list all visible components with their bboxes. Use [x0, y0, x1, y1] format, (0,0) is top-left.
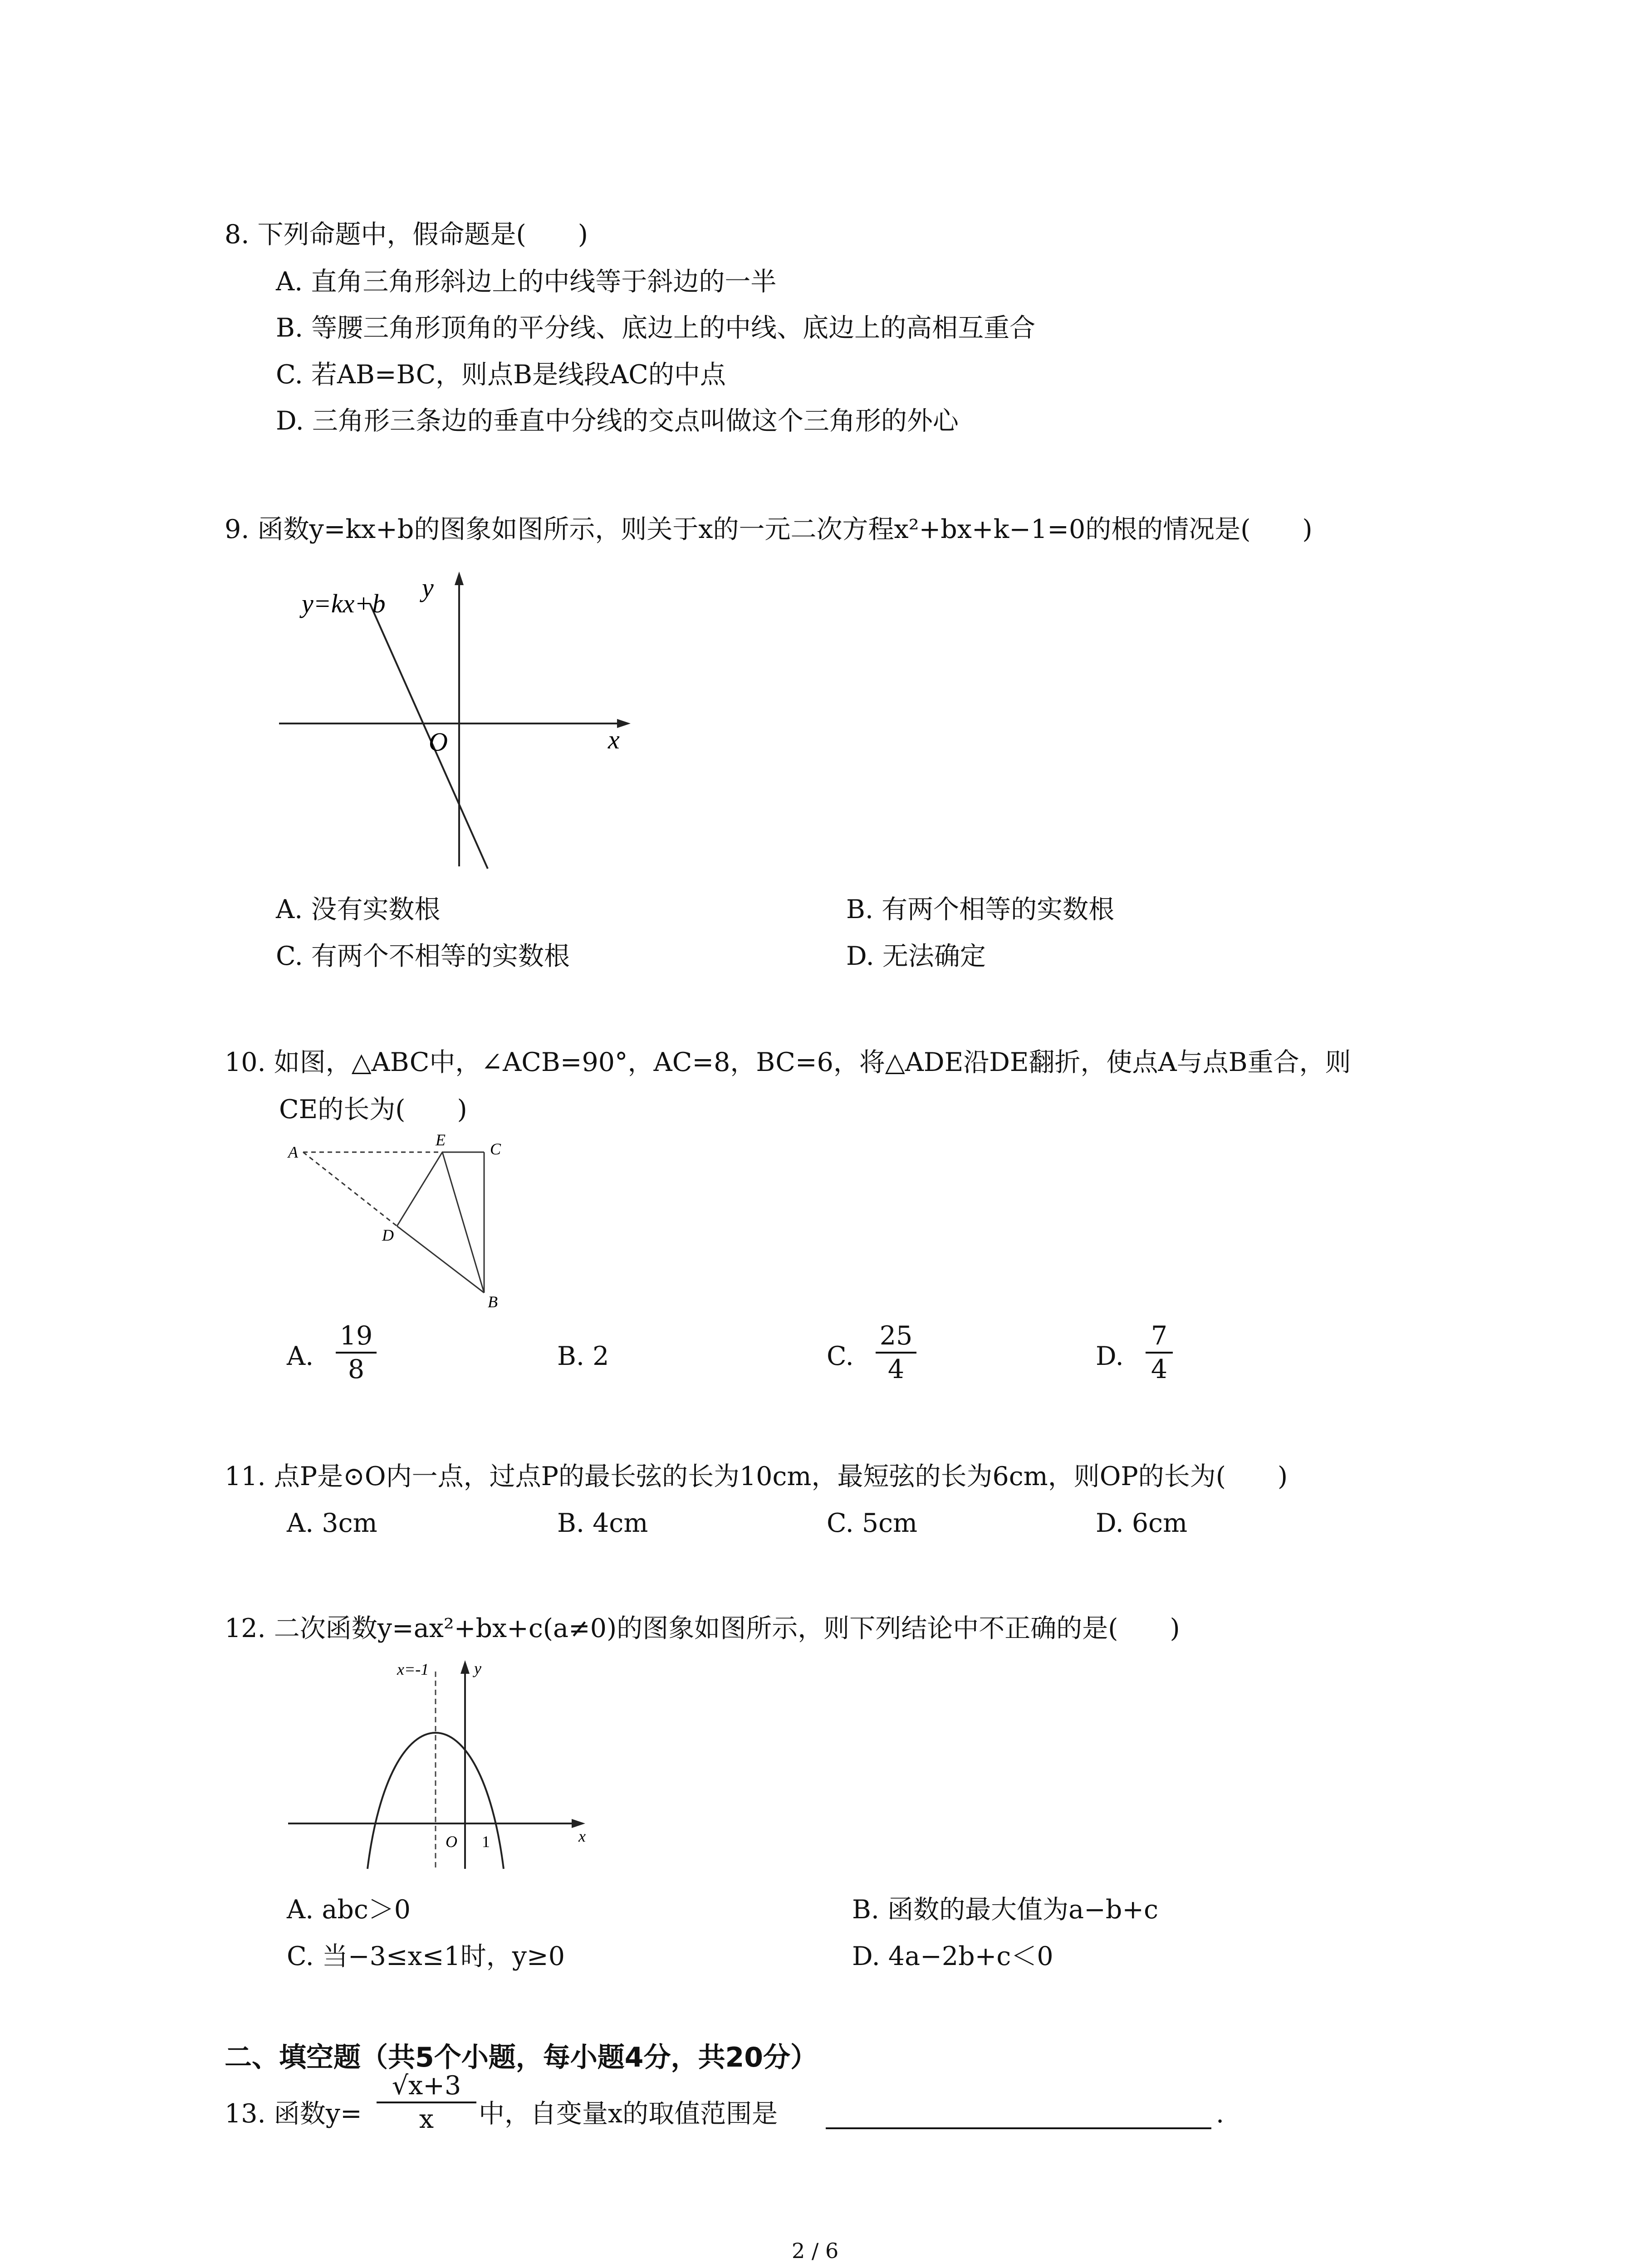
q10-option-c-label: C. — [827, 1341, 854, 1371]
q8-option-a: A. 直角三角形斜边上的中线等于斜边的一半 — [276, 267, 777, 297]
q12-x-label: x — [578, 1827, 586, 1845]
q10-option-a-label: A. — [287, 1341, 314, 1371]
q10-label-e: E — [436, 1134, 446, 1149]
q8-option-d: D. 三角形三条边的垂直中分线的交点叫做这个三角形的外心 — [276, 406, 959, 436]
q10-figure — [281, 1134, 535, 1325]
q9-x-label: x — [608, 725, 620, 754]
q12-y-label: y — [474, 1659, 481, 1677]
q9-stem: 9. 函数y=kx+b的图象如图所示，则关于x的一元二次方程x²+bx+k−1=0的根的情况是( ) — [225, 514, 1313, 544]
q9-y-arrow — [455, 572, 464, 585]
q10-stem-line1: 10. 如图，△ABC中，∠ACB=90°，AC=8，BC=6，将△ADE沿DE翻折，使点A与点B重合，则 — [225, 1047, 1351, 1077]
q10-edge-de — [397, 1152, 442, 1226]
q10-option-c-denominator: 4 — [887, 1354, 905, 1384]
q10-option-c-numerator: 25 — [879, 1321, 913, 1351]
q10-edge-db — [397, 1226, 484, 1293]
q10-option-d-denominator: 4 — [1151, 1354, 1168, 1384]
q9-line-label: y=kx+b — [302, 589, 386, 618]
q12-option-b: B. 函数的最大值为a−b+c — [852, 1895, 1159, 1925]
q9-option-b: B. 有两个相等的实数根 — [846, 894, 1115, 924]
q10-option-b: B. 2 — [557, 1341, 609, 1371]
q8-option-c: C. 若AB=BC，则点B是线段AC的中点 — [276, 360, 726, 390]
q11-option-c: C. 5cm — [827, 1508, 918, 1538]
page-number: 2 / 6 — [792, 2239, 839, 2263]
q13-numerator: √x+3 — [392, 2071, 461, 2101]
q13-suffix: 中，自变量x的取值范围是 — [479, 2099, 778, 2129]
q12-stem: 12. 二次函数y=ax²+bx+c(a≠0)的图象如图所示，则下列结论中不正确的是( ) — [225, 1613, 1180, 1643]
q12-option-d: D. 4a−2b+c＜0 — [852, 1941, 1053, 1971]
q10-option-d-numerator: 7 — [1151, 1321, 1168, 1351]
q10-edge-ad-dashed — [303, 1152, 397, 1226]
section-2-title: 二、填空题（共5个小题，每小题4分，共20分） — [225, 2042, 818, 2073]
q12-option-c: C. 当−3≤x≤1时，y≥0 — [287, 1941, 565, 1971]
q9-origin-label: O — [429, 727, 448, 757]
q13-answer-blank[interactable] — [826, 2127, 1211, 2129]
q10-option-a-fraction — [336, 1321, 377, 1384]
q9-figure — [272, 567, 635, 885]
q9-y-label: y — [422, 573, 434, 602]
q10-option-d-label: D. — [1096, 1341, 1124, 1371]
q8-stem: 8. 下列命题中，假命题是( ) — [225, 220, 588, 249]
q13-end-period: . — [1216, 2099, 1225, 2129]
q12-origin-label: O — [446, 1833, 457, 1851]
q10-option-a-numerator: 19 — [339, 1321, 373, 1351]
q8-option-b: B. 等腰三角形顶角的平分线、底边上的中线、底边上的高相互重合 — [276, 313, 1036, 343]
q13-denominator: x — [419, 2104, 434, 2134]
q10-option-a-denominator: 8 — [348, 1354, 365, 1384]
q10-label-d: D — [382, 1226, 394, 1244]
q11-option-d: D. 6cm — [1096, 1508, 1188, 1538]
q10-label-b: B — [488, 1293, 498, 1311]
q10-label-a: A — [288, 1143, 298, 1161]
q9-option-d: D. 无法确定 — [846, 941, 986, 971]
q10-label-c: C — [490, 1140, 501, 1158]
q12-y-arrow — [460, 1660, 470, 1674]
q11-stem: 11. 点P是⊙O内一点，过点P的最长弦的长为10cm，最短弦的长为6cm，则OP的长为( ) — [225, 1461, 1288, 1491]
q12-symmetry-label: x=-1 — [397, 1660, 429, 1678]
q9-option-a: A. 没有实数根 — [276, 894, 441, 924]
q9-option-c: C. 有两个不相等的实数根 — [276, 941, 570, 971]
q13-fraction — [377, 2071, 476, 2134]
q11-option-a: A. 3cm — [287, 1508, 377, 1538]
q10-option-d-fraction — [1146, 1321, 1173, 1384]
q12-figure — [281, 1656, 608, 1873]
q11-option-b: B. 4cm — [557, 1508, 648, 1538]
q10-stem-line2: CE的长为( ) — [279, 1095, 467, 1124]
q13-prefix: 13. 函数y= — [225, 2099, 362, 2129]
q10-option-c-fraction — [876, 1321, 916, 1384]
q12-x-arrow — [572, 1819, 585, 1828]
q12-option-a: A. abc＞0 — [287, 1895, 411, 1925]
q12-one-label: 1 — [482, 1833, 490, 1851]
q10-edge-eb — [442, 1152, 484, 1293]
